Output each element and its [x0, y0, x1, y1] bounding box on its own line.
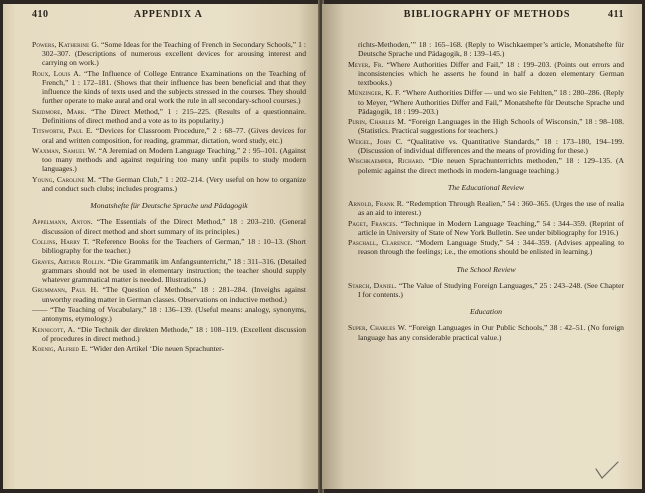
entry-author: Weigel, John C. [348, 136, 403, 146]
left-running-head [32, 10, 306, 24]
right-entries-c [348, 281, 624, 299]
entry-text: “Foreign Languages in the High Schools of Wisconsin,” 18 : 98–108. (Statistics. Practical suggestions for teachers.) [358, 117, 624, 136]
bibliography-entry [348, 238, 624, 256]
bibliography-entry [32, 305, 306, 323]
left-entries-b [32, 217, 306, 353]
entry-author: Arnold, Frank R. [348, 198, 404, 208]
entry-text: “Wider den Artikel ‘Die neuen Sprachunter- [87, 344, 225, 354]
page-number-410: 410 [32, 9, 49, 20]
entry-text: “Devices for Classroom Procedure,” 2 : 68–77. (Gives devices for oral and written composition, for reading, grammar, dictation, word study, etc.) [42, 126, 306, 145]
bibliography-entry [32, 237, 306, 255]
bibliography-entry [348, 281, 624, 299]
entry-author: Appelmann, Anton. [32, 217, 93, 227]
entry-text: “The Question of Methods,” 18 : 281–284. (Inveighs against unworthy reading matter in German classes. Observations on inductive method.) [42, 285, 306, 304]
entry-author: —— [32, 304, 48, 314]
entry-text: “The Essentials of the Direct Method,” 18 : 203–210. (General discussion of direct method and short summary of its principles.) [42, 217, 306, 236]
bibliography-entry [32, 217, 306, 235]
entry-text: “The Direct Method,” 1 : 215–225. (Results of a questionnaire. Definitions of direct method and a vote as to its popularity.) [42, 106, 306, 125]
entry-author: Skidmore, Mark. [32, 106, 87, 116]
entry-author: Roux, Louis A. [32, 68, 81, 78]
right-page [322, 4, 642, 489]
bibliography-entry [32, 69, 306, 106]
bibliography-entry [348, 117, 624, 135]
bibliography-entry [348, 199, 624, 217]
entry-author: Purin, Charles M. [348, 117, 406, 127]
section-heading-education: Education [469, 307, 503, 317]
entry-author: Münzinger, K. F. [348, 88, 401, 98]
entry-author: Grummann, Paul H. [32, 285, 99, 295]
entry-text: “The German Club,” 1 : 202–214. (Very useful on how to organize and conduct such clubs; includes programs.) [42, 174, 306, 193]
entry-text: “Technique in Modern Language Teaching,” 54 : 344–359. (Reprint of article in University of State of New York Bulletin. See under bibliography for 1916.) [358, 218, 624, 237]
entry-author: Powers, Katherine G. [32, 40, 99, 49]
right-entries-d [348, 323, 624, 341]
entry-text: “The Teaching of Vocabulary,” 18 : 136–139. (Useful means: analogy, synonyms, antonyms, etymology.) [42, 304, 306, 324]
entry-text: “Some Ideas for the Teaching of French in Secondary Schools,” 1 : 302–307. (Descriptions of numerous excellent devices for arousing interest and carrying on work.) [42, 40, 307, 68]
section-heading-school-review: The School Review [456, 264, 516, 274]
bibliography-entry [32, 344, 306, 353]
entry-author: Wischkaemper, Richard. [348, 156, 425, 166]
bibliography-entry [348, 60, 624, 88]
continuation-text: richts-Methoden,’” 18 : 165–168. (Reply to Wischkaemper’s article, Monatshefte für Deutsche Sprache und Pädagogik, 8 : 139–145.) [358, 40, 624, 59]
bibliography-entry [32, 257, 306, 285]
right-entries-b [348, 199, 624, 257]
entry-text: “Foreign Languages in Our Public Schools,” 38 : 42–51. (No foreign language has any considerable practical value.) [358, 323, 624, 342]
entry-author: Super, Charles W. [348, 323, 407, 333]
entry-author: Meyer, Fr. [348, 59, 384, 69]
entry-text: “The Influence of College Entrance Examinations on the Teaching of French,” 1 : 172–181. (Shows that their influence has been beneficial and that they influence the kinds of texts used and the subjects stressed in the courses. They should further operate to make aural and oral work the rule in all secondary-school courses.) [42, 68, 307, 106]
bibliography-entry [32, 325, 306, 343]
entry-author: Graves, Arthur Rollin. [32, 256, 106, 266]
bibliography-entry [348, 156, 624, 174]
bibliography-entry [32, 285, 306, 303]
entry-text: “Where Authorities Differ — und wo sie Fehlten,” 18 : 280–286. (Reply to Meyer, “Where Authorities Differ and Fail,” Monatshefte für Deutsche Sprache und Pädagogik, 18 : 199–203.) [358, 88, 624, 116]
bibliography-entry [32, 40, 306, 68]
bibliography-entry [32, 126, 306, 144]
entry-author: Waxman, Samuel W. [32, 145, 97, 155]
running-head-appendix: APPENDIX A [133, 9, 203, 20]
entry-author: Koenig, Alfred E. [32, 344, 88, 354]
entry-text: “Die Technik der direkten Methode,” 18 : 108–119. (Excellent discussion of procedures in direct method.) [42, 324, 306, 343]
bibliography-entry [32, 175, 306, 193]
left-entries-a [32, 40, 306, 193]
page-number-411: 411 [608, 9, 624, 20]
entry-text: “Where Authorities Differ and Fail,” 18 : 199–203. (Points out errors and inconsistencies which he asserts he found in half a dozen elementary German textbooks.) [358, 59, 624, 87]
right-running-head [348, 10, 624, 24]
left-page [3, 4, 320, 489]
entry-author: Paschall, Clarence. [348, 238, 413, 248]
section-heading-monatshefte: Monatshefte für Deutsche Sprache und Pädagogik [90, 201, 248, 211]
entry-text: “Qualitative vs. Quantitative Standards,” 18 : 173–180, 194–199. (Discussion of individual differences and the means of providing for these.) [358, 136, 624, 155]
entry-author: Kennicott, A. [32, 324, 76, 334]
bibliography-entry [348, 323, 624, 341]
entry-author: Collins, Harry T. [32, 236, 90, 246]
running-head-bibliography: BIBLIOGRAPHY OF METHODS [403, 9, 571, 20]
section-heading-educational-review: The Educational Review [447, 182, 525, 192]
bibliography-entry [32, 146, 306, 174]
entry-author: Young, Caroline M. [32, 174, 96, 184]
entry-author: Titsworth, Paul E. [32, 126, 93, 136]
entry-author: Paget, Frances. [348, 218, 398, 228]
entry-text: “A Jeremiad on Modern Language Teaching,” 2 : 95–101. (Against too many methods and against requiring too many unfit pupils to study modern languages.) [42, 145, 306, 174]
right-entries-a [348, 60, 624, 175]
bibliography-entry [348, 219, 624, 237]
entry-text: “The Value of Studying Foreign Languages,” 25 : 243–248. (See Chapter I for contents.) [358, 280, 624, 299]
entry-author: Starch, Daniel. [348, 280, 397, 290]
bibliography-entry [348, 88, 624, 116]
bibliography-entry [348, 137, 624, 155]
entry-text: “Reference Books for the Teachers of German,” 18 : 10–13. (Short bibliography for the teacher.) [42, 236, 306, 256]
bibliography-entry [32, 107, 306, 125]
entry-text: “Modern Language Study,” 54 : 344–359. (Advises appealing to reason through the feelings; i.e., the emotions should be enlisted in learning.) [358, 238, 624, 257]
entry-text: “Die Grammatik im Anfangsunterricht,” 18 : 311–316. (Detailed grammars should not be used in elementary instruction; the teacher should supply whatever grammatical matter is needed. Illustrations.) [42, 256, 307, 284]
entry-text: “Redemption Through Realien,” 54 : 360–365. (Urges the use of realia as an aid to interest.) [358, 198, 624, 218]
entry-text: “Die neuen Sprachunterrichts methoden,” 18 : 129–135. (A polemic against the direct methods in modern-language teaching.) [358, 156, 625, 175]
pencil-checkmark-icon [594, 459, 620, 481]
